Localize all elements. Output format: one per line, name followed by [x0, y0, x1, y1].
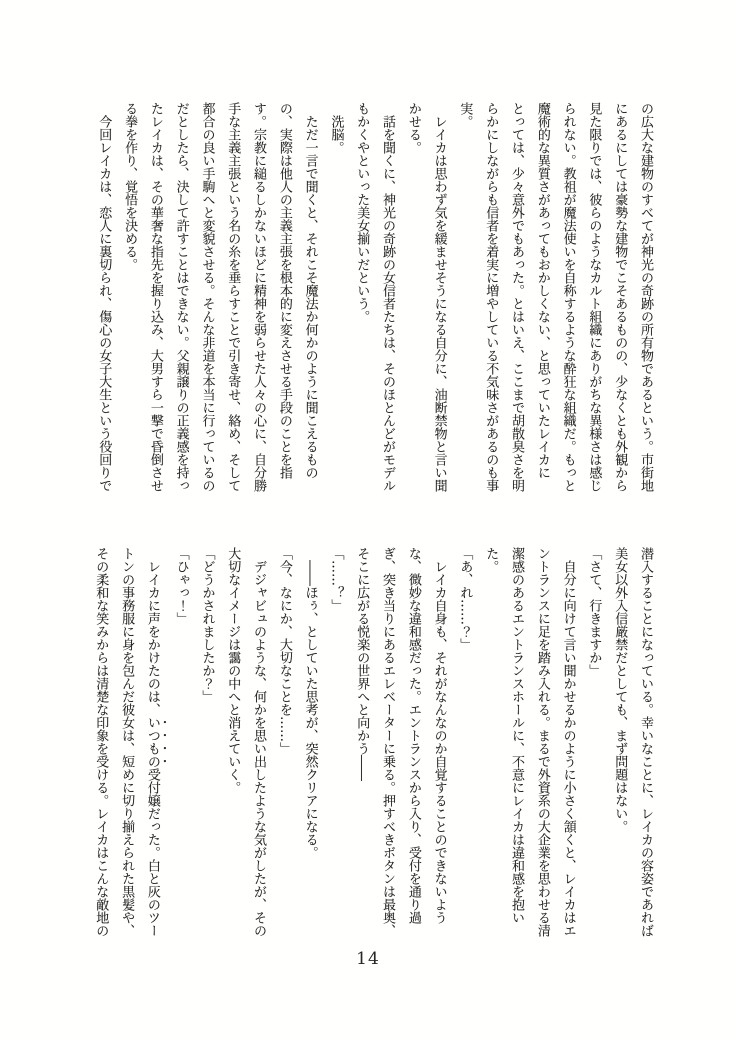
paragraph — [297, 547, 323, 939]
text-run: レイカに声をかけたのは、 — [144, 560, 160, 716]
emphasized-text: いつもの — [144, 716, 160, 768]
paragraph — [400, 102, 452, 494]
text-run: 「今、なにか、大切なことを……」 — [276, 547, 292, 755]
paragraph — [271, 547, 297, 939]
lower-text-block — [90, 547, 658, 939]
paragraph — [452, 102, 658, 494]
text-run: ただ一言で聞くと、それこそ魔法か何かのように聞こえるものの、実際は他人の主義主張を根本的に変えさせる手段のことを指す。宗教に縋るしかないほどに精神を弱らせた人々の心に、自分勝手な主義主張という名の糸を垂らすことで引き寄せ、絡め、そして都合の良い手駒へと変貌させる。そんな非道を本当に行っているのだとしたら、決して許すことはできない。父親譲りの正義感を持ったレイカは、その華奢な指先を握り込み、大男すら一撃で昏倒させる拳を作り、覚悟を決める。 — [122, 102, 318, 492]
text-run: 「どうかされましたか？」 — [199, 547, 215, 703]
paragraph — [194, 547, 220, 939]
paragraph — [348, 102, 400, 494]
paragraph — [323, 547, 349, 939]
text-run: 「あ、れ……？」 — [457, 547, 473, 651]
text-run: 「ひゃっ！」 — [173, 547, 189, 625]
text-run: 洗脳。 — [328, 115, 344, 154]
paragraph — [116, 102, 322, 494]
paragraph — [477, 547, 580, 939]
text-run: レイカは思わず気を緩ませそうになる自分に、油断禁物と言い聞かせる。 — [405, 102, 447, 492]
text-run: の広大な建物のすべてが神光の奇跡の所有物であるという。市街地にあるにしては豪勢な建物でこそあるものの、少なくとも外観から見た限りでは、彼らのようなカルト組織にありがちな異様さは感じられない。教祖が魔法使いを自称するような酔狂な組織だ。もっと魔術的な異質さがあってもおかしくない、と思っていたレイカにとっては、少々意外でもあった。とはいえ、ここまで胡散臭さを明らかにしながらも信者を着実に増やしている不気味さがあるのも事実。 — [457, 102, 653, 492]
text-run: 今回レイカは、恋人に裏切られ、傷心の女子大生という役回りで — [96, 115, 112, 492]
paragraph — [219, 547, 271, 939]
paragraph — [452, 547, 478, 939]
text-run: 「……？」 — [328, 547, 344, 612]
text-run: デジャビュのような、何かを思い出したような気がしたが、その大切なイメージは靄の中へと消えていく。 — [225, 547, 267, 937]
page-number: 14 — [356, 949, 380, 969]
text-run: レイカ自身も、それがなんなのか自覚することのできないような、微妙な違和感だった。エントランスから入り、受付を通り過ぎ、突き当りにあるエレベーターに乗る。押すべきボタンは最奥、そこに広がる悦楽の世界へと向かう―― — [354, 547, 447, 937]
paragraph — [348, 547, 451, 939]
text-run: 潜入することになっている。幸いなことに、レイカの容姿であれば美女以外入信厳禁だとしても、まず問題はない。 — [612, 547, 653, 937]
text-run: 自分に向けて言い聞かせるかのように小さく頷くと、レイカはエントランスに足を踏み入れる。まるで外資系の大企業を思わせる清潔感のあるエントランスホールに、不意にレイカは違和感を抱いた。 — [483, 547, 576, 937]
paragraph — [87, 547, 167, 939]
text-run: 受付嬢だった。白と灰のツートンの事務服に身を包んだ彼女は、短めに切り揃えられた黒髪や、その柔和な笑みからは清楚な印象を受ける。レイカはこんな敵地の — [93, 547, 160, 937]
paragraph — [168, 547, 194, 939]
paragraph — [606, 547, 658, 939]
upper-text-block — [90, 102, 658, 494]
paragraph — [323, 102, 349, 494]
paragraph — [581, 547, 607, 939]
text-run: ――ほぅ、としていた思考が、突然クリアになる。 — [302, 560, 318, 859]
paragraph — [90, 102, 116, 494]
text-run: 話を聞くに、神光の奇跡の女信者たちは、そのほとんどがモデルもかくやといった美女揃いだという。 — [354, 102, 396, 492]
text-run: 「さて、行きますか」 — [586, 547, 602, 677]
